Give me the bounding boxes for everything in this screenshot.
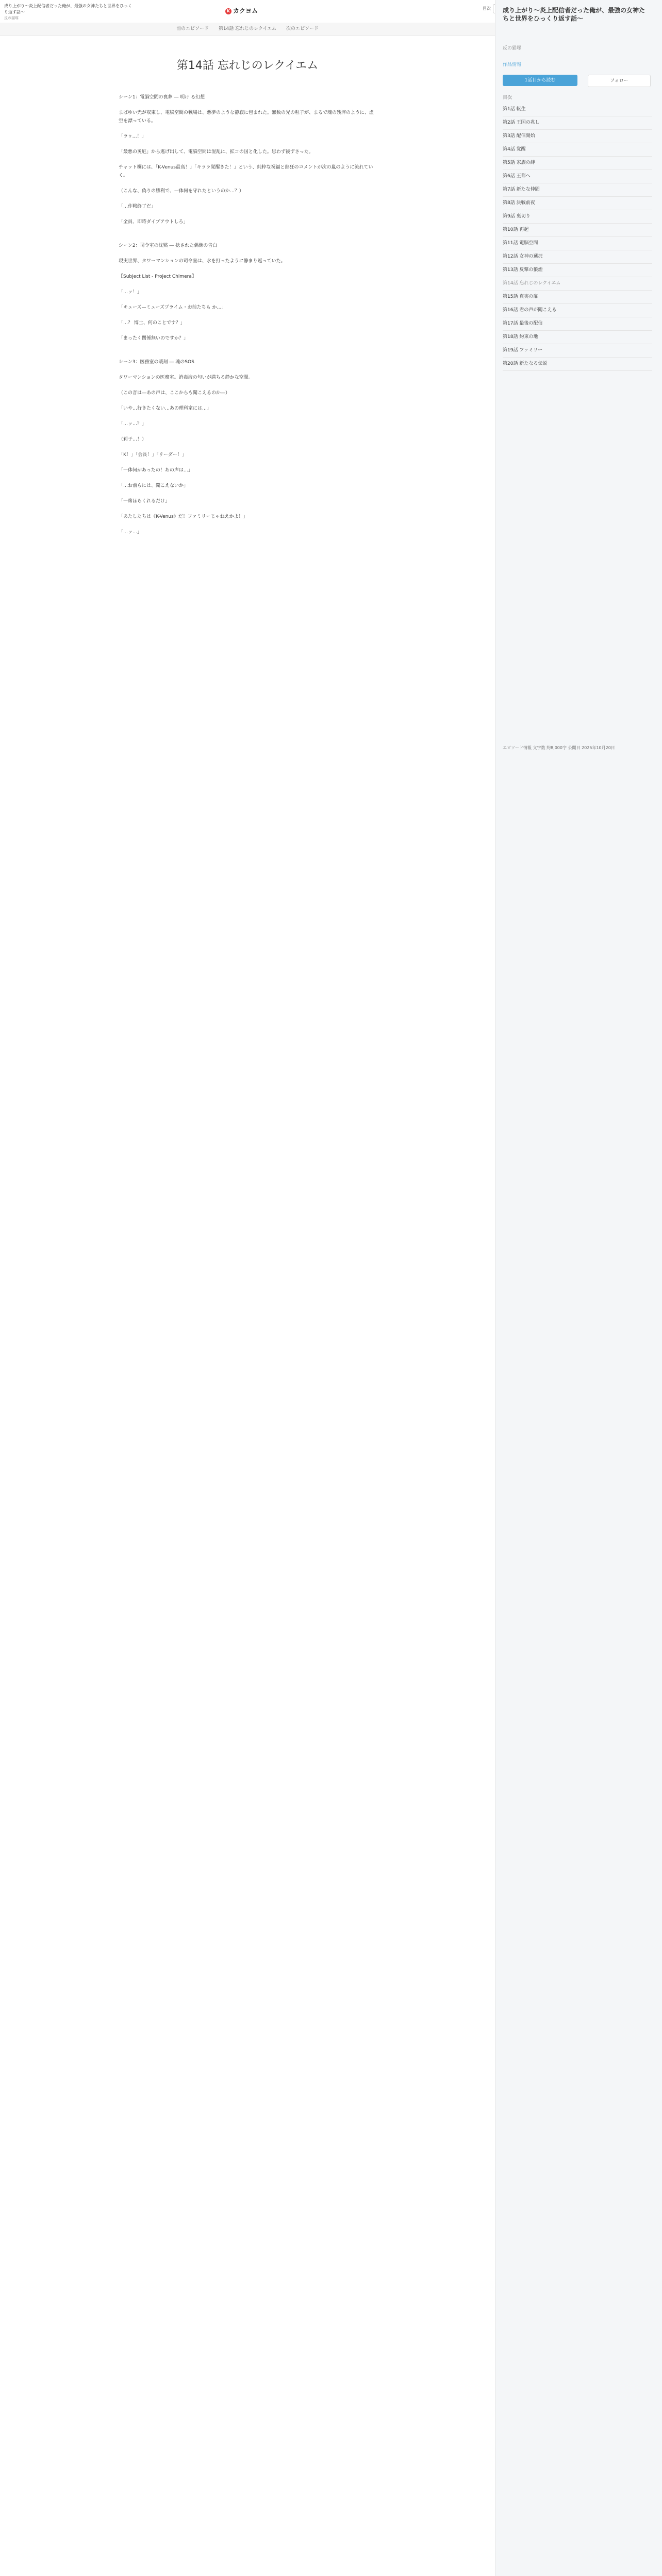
paragraph: 「最悪の災厄」から逃げ出して、電脳空間は混乱に、拡コの国と化した。思わず後ずさった。	[119, 149, 313, 155]
author-name[interactable]: 反の猫塚	[4, 16, 19, 20]
paragraph: シーン2：司令室の沈黙 ― 捻された偶像の告白	[119, 243, 218, 248]
sidebar-author[interactable]: 反の猫塚	[503, 46, 522, 51]
paragraph: 「キューズ—ミューズプライム・お前たちも か…」	[119, 305, 226, 310]
paragraph: （こんな、偽りの勝利で、一体何を守れたというのか…？）	[119, 189, 244, 194]
episode-title: 第14話 忘れじのレクイエム	[176, 59, 319, 72]
toc-item[interactable]: 第16話 君の声が聞こえる	[503, 304, 652, 317]
toc-item[interactable]: 第19話 ファミリー	[503, 344, 652, 358]
paragraph: 「…ッ…？」	[119, 421, 147, 427]
paragraph: 「一体何があったの！あの声は…」	[119, 468, 193, 473]
toc-item[interactable]: 第6話 王都へ	[503, 170, 652, 183]
episode-body	[119, 57, 376, 544]
paragraph: 「まったく関係無いのですか？」	[119, 336, 189, 341]
site-logo[interactable]: K カクヨム	[225, 6, 258, 15]
paragraph: 「K！」「会長！」「リーダー！」	[119, 452, 187, 457]
menu[interactable]: 目次	[483, 4, 504, 13]
toc-item[interactable]: 第1話 転生	[503, 103, 652, 116]
paragraph: 「…？ 博士、何のことです？」	[119, 320, 185, 326]
toc-item[interactable]: 第7話 新たな仲間	[503, 183, 652, 197]
paragraph: まばゆい光が収束し、電脳空間の戦場は、悪夢のような静寂に包まれた。無数の光の粒子が、まるで魂の残滓のように、虚空を漂っている。	[119, 110, 374, 124]
paragraph: 「…ッ…」	[119, 530, 142, 535]
read-first-button[interactable]: 1話目から読む	[503, 75, 577, 86]
logo-icon: K	[225, 8, 231, 14]
paragraph: 「あたしたちは《K-Venus》だ！ファミリーじゃねえかよ！」	[119, 514, 248, 519]
toc-item[interactable]: 第20話 新たなる伝説	[503, 358, 652, 371]
prev-episode-link[interactable]: 前のエピソード	[176, 26, 209, 31]
toc-item[interactable]: 第17話 最後の配信	[503, 317, 652, 331]
paragraph: 【Subject List - Project Chimera】	[119, 274, 196, 279]
follow-button[interactable]: フォロー	[588, 75, 651, 87]
paragraph: 「ラゥ…！」	[119, 134, 146, 139]
work-info-link[interactable]: 作品情報	[503, 62, 522, 67]
paragraph: シーン1：電脳空間の喪葬 ― 明け る幻想	[119, 95, 205, 100]
toc-item[interactable]: 第2話 王国の兆し	[503, 116, 652, 130]
paragraph: 「…ッ！」	[119, 290, 142, 295]
toc-heading: 目次	[503, 95, 512, 100]
toc-item[interactable]: 第11話 電脳空間	[503, 237, 652, 250]
toc-item[interactable]: 第14話 忘れじのレクイエム	[503, 277, 652, 291]
paragraph: （この音は―あの声は、ここからも聞こえるのか―）	[119, 391, 230, 396]
toc-item[interactable]: 第4話 覚醒	[503, 143, 652, 157]
toc-item[interactable]: 第18話 約束の地	[503, 331, 652, 344]
toc-item[interactable]: 第13話 反撃の狼煙	[503, 264, 652, 277]
paragraph: 「…作戦終了だ」	[119, 204, 156, 209]
paragraph: （莉子…！）	[119, 437, 147, 442]
paragraph: シーン3：医務室の暖刻 ― 魂のSOS	[119, 360, 194, 365]
next-episode-link[interactable]: 次のエピソード	[286, 26, 319, 31]
toc-item[interactable]: 第3話 配信開始	[503, 130, 652, 143]
toc-item[interactable]: 第10話 再起	[503, 224, 652, 237]
paragraph: 「全員、即時ダイブアウトしろ」	[119, 219, 188, 225]
current-episode: 第14話 忘れじのレクイエム	[218, 26, 277, 31]
toc-item[interactable]: 第15話 真実の扉	[503, 291, 652, 304]
sidebar	[495, 0, 662, 2576]
paragraph: 「一緒ほらくれるだけ」	[119, 499, 170, 504]
sidebar-title[interactable]: 成り上がり〜炎上配信者だった俺が、最強の女神たちと世界をひっくり返す話〜	[503, 7, 646, 22]
episode-nav	[0, 23, 495, 36]
toc-item[interactable]: 第8話 決戦前夜	[503, 197, 652, 210]
novel-title[interactable]: 成り上がり〜炎上配信者だった俺が、最強の女神たちと世界をひっくり返す話〜	[4, 4, 132, 14]
episode-info: エピソード情報 文字数 約8,000字 公開日 2025年10月20日	[503, 745, 615, 750]
table-of-contents	[503, 103, 652, 371]
toc-item[interactable]: 第5話 家族の絆	[503, 157, 652, 170]
paragraph: 「いや…行きたくない…あの理科室には…」	[119, 406, 212, 411]
paragraph: 「…お前らには、聞こえないか」	[119, 483, 189, 488]
toc-item[interactable]: 第9話 裏切り	[503, 210, 652, 224]
paragraph: タワーマンションの医務室。消毒液の匂いが満ちる静かな空間。	[119, 375, 253, 380]
paragraph: 現実世界、タワーマンションの司令室は、水を打ったように静まり返っていた。	[119, 259, 286, 264]
toc-item[interactable]: 第12話 女神の選択	[503, 250, 652, 264]
paragraph: チャット欄には、「K-Venus最高！」「キララ覚醒きた！」という、純粋な祝福と熱狂のコメントが次の嵐のように流れていく。	[119, 165, 373, 178]
